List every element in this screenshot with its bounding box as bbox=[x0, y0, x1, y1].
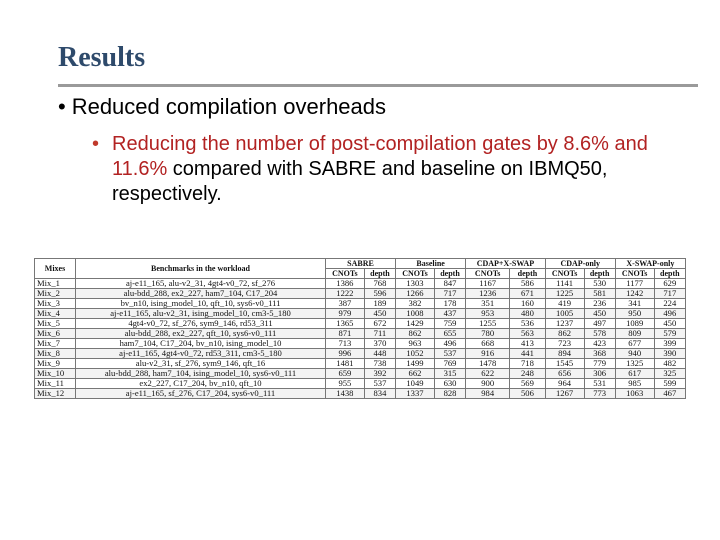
cell-value: 871 bbox=[325, 329, 364, 339]
table-body bbox=[35, 279, 686, 399]
cell-value: 984 bbox=[466, 389, 510, 399]
cell-benchmarks: ex2_227, C17_204, bv_n10, qft_10 bbox=[76, 379, 326, 389]
table-row bbox=[35, 359, 686, 369]
cell-value: 950 bbox=[615, 309, 654, 319]
cell-value: 596 bbox=[364, 289, 395, 299]
cell-value: 325 bbox=[654, 369, 685, 379]
cell-benchmarks: alu-v2_31, sf_276, sym9_146, qft_16 bbox=[76, 359, 326, 369]
cell-value: 659 bbox=[325, 369, 364, 379]
subheader-cnots: CNOTs bbox=[325, 269, 364, 279]
subheader-cnots: CNOTs bbox=[466, 269, 510, 279]
cell-value: 581 bbox=[584, 289, 615, 299]
cell-value: 1049 bbox=[396, 379, 435, 389]
cell-mix: Mix_6 bbox=[35, 329, 76, 339]
bullet2-highlight: Reducing the number of post-compilation gates by 8.6% and 11.6% bbox=[112, 133, 648, 180]
bullet-dot-icon: • bbox=[58, 94, 66, 119]
cell-value: 482 bbox=[654, 359, 685, 369]
cell-value: 563 bbox=[510, 329, 545, 339]
cell-value: 450 bbox=[654, 319, 685, 329]
cell-value: 1242 bbox=[615, 289, 654, 299]
cell-value: 940 bbox=[615, 349, 654, 359]
cell-value: 1005 bbox=[545, 309, 584, 319]
cell-value: 828 bbox=[434, 389, 465, 399]
cell-value: 1481 bbox=[325, 359, 364, 369]
cell-value: 985 bbox=[615, 379, 654, 389]
bullet2-text bbox=[92, 132, 692, 207]
cell-benchmarks: 4gt4-v0_72, sf_276, sym9_146, rd53_311 bbox=[76, 319, 326, 329]
cell-value: 894 bbox=[545, 349, 584, 359]
cell-value: 900 bbox=[466, 379, 510, 389]
cell-value: 622 bbox=[466, 369, 510, 379]
cell-value: 717 bbox=[434, 289, 465, 299]
cell-value: 248 bbox=[510, 369, 545, 379]
cell-value: 953 bbox=[466, 309, 510, 319]
cell-mix: Mix_4 bbox=[35, 309, 76, 319]
cell-value: 1429 bbox=[396, 319, 435, 329]
header-baseline: Baseline bbox=[396, 259, 466, 269]
subheader-depth: depth bbox=[434, 269, 465, 279]
cell-value: 578 bbox=[584, 329, 615, 339]
title-divider bbox=[58, 84, 698, 87]
cell-value: 1386 bbox=[325, 279, 364, 289]
cell-value: 955 bbox=[325, 379, 364, 389]
cell-value: 480 bbox=[510, 309, 545, 319]
cell-value: 537 bbox=[364, 379, 395, 389]
cell-value: 1325 bbox=[615, 359, 654, 369]
table-group-header-row bbox=[35, 259, 686, 269]
cell-value: 916 bbox=[466, 349, 510, 359]
cell-value: 160 bbox=[510, 299, 545, 309]
cell-value: 671 bbox=[510, 289, 545, 299]
cell-value: 399 bbox=[654, 339, 685, 349]
header-sabre: SABRE bbox=[325, 259, 395, 269]
cell-value: 306 bbox=[584, 369, 615, 379]
header-mixes: Mixes bbox=[35, 259, 76, 279]
cell-value: 1089 bbox=[615, 319, 654, 329]
cell-value: 178 bbox=[434, 299, 465, 309]
header-cdap-xswap: CDAP+X-SWAP bbox=[466, 259, 546, 269]
bullet1-text: Reduced compilation overheads bbox=[71, 94, 387, 119]
cell-value: 1236 bbox=[466, 289, 510, 299]
cell-value: 834 bbox=[364, 389, 395, 399]
table-row bbox=[35, 289, 686, 299]
cell-value: 382 bbox=[396, 299, 435, 309]
table-row bbox=[35, 309, 686, 319]
bullet-level1 bbox=[58, 94, 386, 120]
cell-value: 506 bbox=[510, 389, 545, 399]
cell-mix: Mix_8 bbox=[35, 349, 76, 359]
cell-mix: Mix_12 bbox=[35, 389, 76, 399]
cell-benchmarks: ham7_104, C17_204, bv_n10, ising_model_10 bbox=[76, 339, 326, 349]
results-table bbox=[34, 258, 686, 399]
subheader-cnots: CNOTs bbox=[615, 269, 654, 279]
cell-value: 655 bbox=[434, 329, 465, 339]
cell-value: 189 bbox=[364, 299, 395, 309]
cell-benchmarks: aj-e11_165, alu-v2_31, ising_model_10, cm3-5_180 bbox=[76, 309, 326, 319]
cell-value: 996 bbox=[325, 349, 364, 359]
bullet2-rest: compared with SABRE and baseline on IBMQ50, respectively. bbox=[112, 158, 608, 205]
cell-value: 599 bbox=[654, 379, 685, 389]
cell-value: 1267 bbox=[545, 389, 584, 399]
cell-value: 1255 bbox=[466, 319, 510, 329]
subheader-depth: depth bbox=[584, 269, 615, 279]
cell-value: 586 bbox=[510, 279, 545, 289]
cell-benchmarks: aj-e11_165, 4gt4-v0_72, rd53_311, cm3-5_180 bbox=[76, 349, 326, 359]
cell-value: 662 bbox=[396, 369, 435, 379]
table-row bbox=[35, 279, 686, 289]
subheader-depth: depth bbox=[654, 269, 685, 279]
cell-value: 1438 bbox=[325, 389, 364, 399]
cell-benchmarks: bv_n10, ising_model_10, qft_10, sys6-v0_111 bbox=[76, 299, 326, 309]
cell-mix: Mix_1 bbox=[35, 279, 76, 289]
header-cdap-only: CDAP-only bbox=[545, 259, 615, 269]
cell-value: 1365 bbox=[325, 319, 364, 329]
cell-value: 341 bbox=[615, 299, 654, 309]
cell-value: 738 bbox=[364, 359, 395, 369]
cell-benchmarks: alu-bdd_288, ham7_104, ising_model_10, sys6-v0_111 bbox=[76, 369, 326, 379]
cell-benchmarks: aj-e11_165, alu-v2_31, 4gt4-v0_72, sf_276 bbox=[76, 279, 326, 289]
cell-value: 718 bbox=[510, 359, 545, 369]
bullet-dot-icon: • bbox=[92, 133, 100, 155]
table-row bbox=[35, 329, 686, 339]
cell-value: 236 bbox=[584, 299, 615, 309]
cell-mix: Mix_11 bbox=[35, 379, 76, 389]
subheader-depth: depth bbox=[510, 269, 545, 279]
table-row bbox=[35, 349, 686, 359]
cell-value: 450 bbox=[364, 309, 395, 319]
cell-value: 537 bbox=[434, 349, 465, 359]
cell-value: 467 bbox=[654, 389, 685, 399]
cell-value: 368 bbox=[584, 349, 615, 359]
cell-value: 224 bbox=[654, 299, 685, 309]
cell-value: 392 bbox=[364, 369, 395, 379]
cell-value: 779 bbox=[584, 359, 615, 369]
cell-value: 656 bbox=[545, 369, 584, 379]
cell-value: 1266 bbox=[396, 289, 435, 299]
cell-value: 979 bbox=[325, 309, 364, 319]
header-xswap-only: X-SWAP-only bbox=[615, 259, 685, 269]
cell-value: 387 bbox=[325, 299, 364, 309]
cell-value: 677 bbox=[615, 339, 654, 349]
cell-value: 769 bbox=[434, 359, 465, 369]
cell-value: 448 bbox=[364, 349, 395, 359]
cell-value: 1167 bbox=[466, 279, 510, 289]
cell-value: 441 bbox=[510, 349, 545, 359]
cell-value: 1499 bbox=[396, 359, 435, 369]
cell-benchmarks: aj-e11_165, sf_276, C17_204, sys6-v0_111 bbox=[76, 389, 326, 399]
table-row bbox=[35, 339, 686, 349]
cell-value: 1052 bbox=[396, 349, 435, 359]
cell-mix: Mix_3 bbox=[35, 299, 76, 309]
cell-value: 413 bbox=[510, 339, 545, 349]
cell-mix: Mix_7 bbox=[35, 339, 76, 349]
cell-value: 370 bbox=[364, 339, 395, 349]
cell-value: 569 bbox=[510, 379, 545, 389]
table-row bbox=[35, 379, 686, 389]
cell-value: 1303 bbox=[396, 279, 435, 289]
cell-value: 862 bbox=[545, 329, 584, 339]
cell-value: 1177 bbox=[615, 279, 654, 289]
cell-value: 390 bbox=[654, 349, 685, 359]
cell-value: 497 bbox=[584, 319, 615, 329]
cell-value: 723 bbox=[545, 339, 584, 349]
cell-value: 617 bbox=[615, 369, 654, 379]
cell-mix: Mix_9 bbox=[35, 359, 76, 369]
cell-value: 437 bbox=[434, 309, 465, 319]
cell-value: 809 bbox=[615, 329, 654, 339]
cell-value: 530 bbox=[584, 279, 615, 289]
cell-value: 963 bbox=[396, 339, 435, 349]
cell-value: 713 bbox=[325, 339, 364, 349]
cell-value: 629 bbox=[654, 279, 685, 289]
table-row bbox=[35, 319, 686, 329]
slide-title: Results bbox=[58, 42, 146, 73]
table-row bbox=[35, 299, 686, 309]
header-benchmarks: Benchmarks in the workload bbox=[76, 259, 326, 279]
cell-value: 1237 bbox=[545, 319, 584, 329]
cell-value: 717 bbox=[654, 289, 685, 299]
cell-value: 630 bbox=[434, 379, 465, 389]
cell-value: 847 bbox=[434, 279, 465, 289]
table-row bbox=[35, 389, 686, 399]
cell-benchmarks: alu-bdd_288, ex2_227, ham7_104, C17_204 bbox=[76, 289, 326, 299]
cell-value: 423 bbox=[584, 339, 615, 349]
cell-value: 351 bbox=[466, 299, 510, 309]
cell-value: 1141 bbox=[545, 279, 584, 289]
cell-value: 964 bbox=[545, 379, 584, 389]
cell-value: 450 bbox=[584, 309, 615, 319]
cell-mix: Mix_5 bbox=[35, 319, 76, 329]
cell-value: 862 bbox=[396, 329, 435, 339]
bullet-level2 bbox=[92, 132, 692, 207]
cell-benchmarks: alu-bdd_288, ex2_227, qft_10, sys6-v0_111 bbox=[76, 329, 326, 339]
subheader-cnots: CNOTs bbox=[545, 269, 584, 279]
cell-value: 711 bbox=[364, 329, 395, 339]
table-row bbox=[35, 369, 686, 379]
cell-value: 536 bbox=[510, 319, 545, 329]
cell-value: 1063 bbox=[615, 389, 654, 399]
cell-value: 1225 bbox=[545, 289, 584, 299]
cell-value: 759 bbox=[434, 319, 465, 329]
cell-value: 672 bbox=[364, 319, 395, 329]
cell-mix: Mix_10 bbox=[35, 369, 76, 379]
cell-value: 1222 bbox=[325, 289, 364, 299]
cell-value: 496 bbox=[654, 309, 685, 319]
cell-value: 315 bbox=[434, 369, 465, 379]
cell-mix: Mix_2 bbox=[35, 289, 76, 299]
cell-value: 531 bbox=[584, 379, 615, 389]
cell-value: 1008 bbox=[396, 309, 435, 319]
cell-value: 1337 bbox=[396, 389, 435, 399]
cell-value: 668 bbox=[466, 339, 510, 349]
cell-value: 579 bbox=[654, 329, 685, 339]
subheader-depth: depth bbox=[364, 269, 395, 279]
subheader-cnots: CNOTs bbox=[396, 269, 435, 279]
cell-value: 1478 bbox=[466, 359, 510, 369]
cell-value: 768 bbox=[364, 279, 395, 289]
cell-value: 780 bbox=[466, 329, 510, 339]
cell-value: 773 bbox=[584, 389, 615, 399]
cell-value: 496 bbox=[434, 339, 465, 349]
cell-value: 419 bbox=[545, 299, 584, 309]
cell-value: 1545 bbox=[545, 359, 584, 369]
